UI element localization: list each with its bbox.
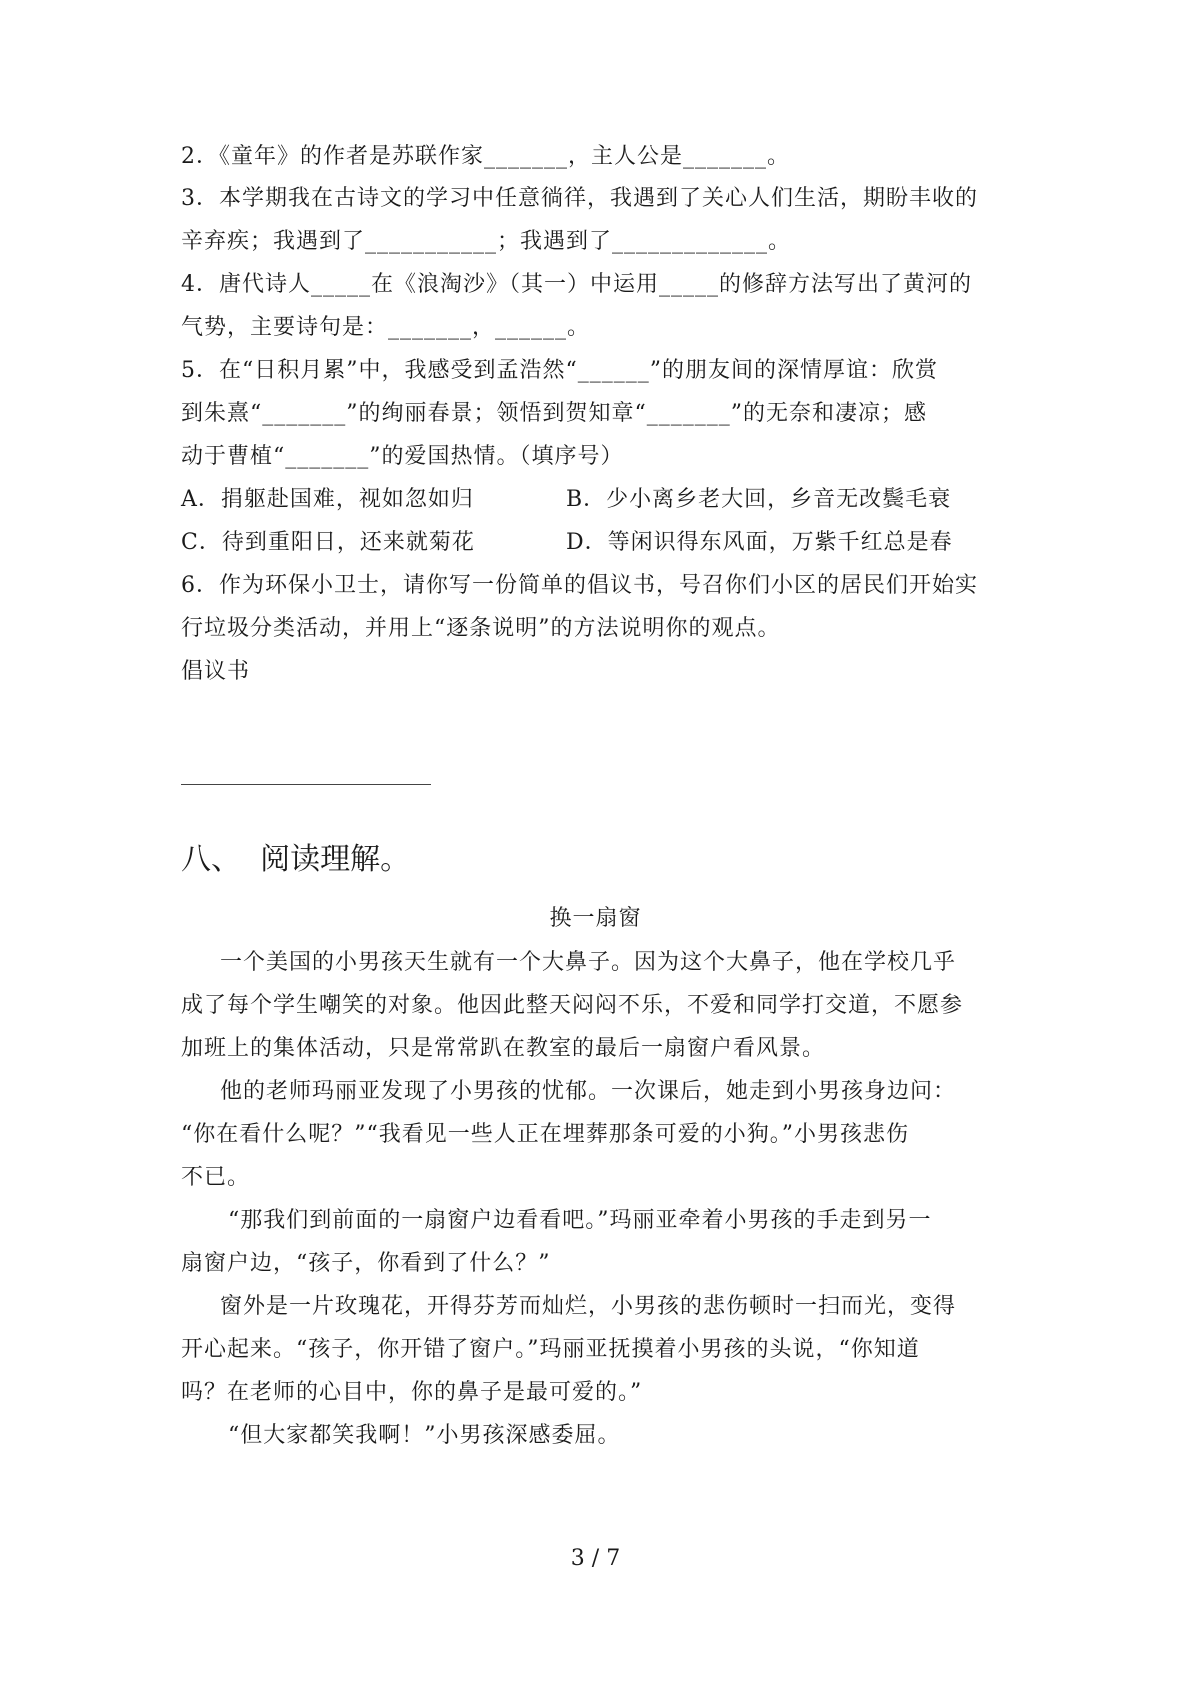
question-3-line-2: 辛弃疾；我遇到了___________；我遇到了_____________。 <box>181 229 792 254</box>
question-4-line-1: 4．唐代诗人_____在《浪淘沙》（其一）中运用_____的修辞方法写出了黄河的 <box>181 272 972 297</box>
paragraph-1-line-2: 成了每个学生嘲笑的对象。他因此整天闷闷不乐，不爱和同学打交道，不愿参 <box>181 993 964 1018</box>
paragraph-4-line-1: 窗外是一片玫瑰花，开得芬芳而灿烂，小男孩的悲伤顿时一扫而光，变得 <box>220 1294 957 1319</box>
answer-underline <box>181 784 431 785</box>
paragraph-1-line-3: 加班上的集体活动，只是常常趴在教室的最后一扇窗户看风景。 <box>181 1036 826 1061</box>
question-5-line-2: 到朱熹“_______”的绚丽春景；领悟到贺知章“_______”的无奈和凄凉；感 <box>181 401 927 426</box>
paragraph-3-line-1: “那我们到前面的一扇窗户边看看吧。”玛丽亚牵着小男孩的手走到另一 <box>228 1208 932 1233</box>
section-heading: 八、 阅读理解。 <box>181 842 411 877</box>
proposal-label: 倡议书 <box>181 659 251 684</box>
question-3-line-1: 3．本学期我在古诗文的学习中任意徜徉，我遇到了关心人们生活，期盼丰收的 <box>181 186 978 211</box>
question-5-line-1: 5．在“日积月累”中，我感受到孟浩然“______”的朋友间的深情厚谊：欣赏 <box>181 358 938 383</box>
question-4-line-2: 气势，主要诗句是：_______，______。 <box>181 315 591 340</box>
paragraph-2-line-1: 他的老师玛丽亚发现了小男孩的忧郁。一次课后，她走到小男孩身边问： <box>220 1079 957 1104</box>
paragraph-3-line-2: 扇窗户边，“孩子，你看到了什么？” <box>181 1251 551 1276</box>
paragraph-4-line-2: 开心起来。“孩子，你开错了窗户。”玛丽亚抚摸着小男孩的头说，“你知道 <box>181 1337 920 1362</box>
option-d: D．等闲识得东风面，万紫千红总是春 <box>566 530 953 555</box>
paragraph-1-line-1: 一个美国的小男孩天生就有一个大鼻子。因为这个大鼻子，他在学校几乎 <box>220 950 957 975</box>
paragraph-2-line-2: “你在看什么呢？”“我看见一些人正在埋葬那条可爱的小狗。”小男孩悲伤 <box>181 1122 909 1147</box>
option-a: A．捐躯赴国难，视如忽如归 <box>181 487 474 512</box>
question-5-line-3: 动于曹植“_______”的爱国热情。（填序号） <box>181 444 624 469</box>
question-6-line-1: 6．作为环保小卫士，请你写一份简单的倡议书，号召你们小区的居民们开始实 <box>181 573 978 598</box>
page-number: 3 / 7 <box>570 1546 621 1571</box>
paragraph-5-line-1: “但大家都笑我啊！”小男孩深感委屈。 <box>228 1423 621 1448</box>
paragraph-2-line-3: 不已。 <box>181 1165 251 1190</box>
paragraph-4-line-3: 吗？在老师的心目中，你的鼻子是最可爱的。” <box>181 1380 643 1405</box>
passage-title: 换一扇窗 <box>549 906 642 931</box>
option-c: C．待到重阳日，还来就菊花 <box>181 530 475 555</box>
option-b: B．少小离乡老大回，乡音无改鬓毛衰 <box>566 487 952 512</box>
question-6-line-2: 行垃圾分类活动，并用上“逐条说明”的方法说明你的观点。 <box>181 616 781 641</box>
question-2: 2．《童年》的作者是苏联作家_______，主人公是_______。 <box>181 144 790 169</box>
